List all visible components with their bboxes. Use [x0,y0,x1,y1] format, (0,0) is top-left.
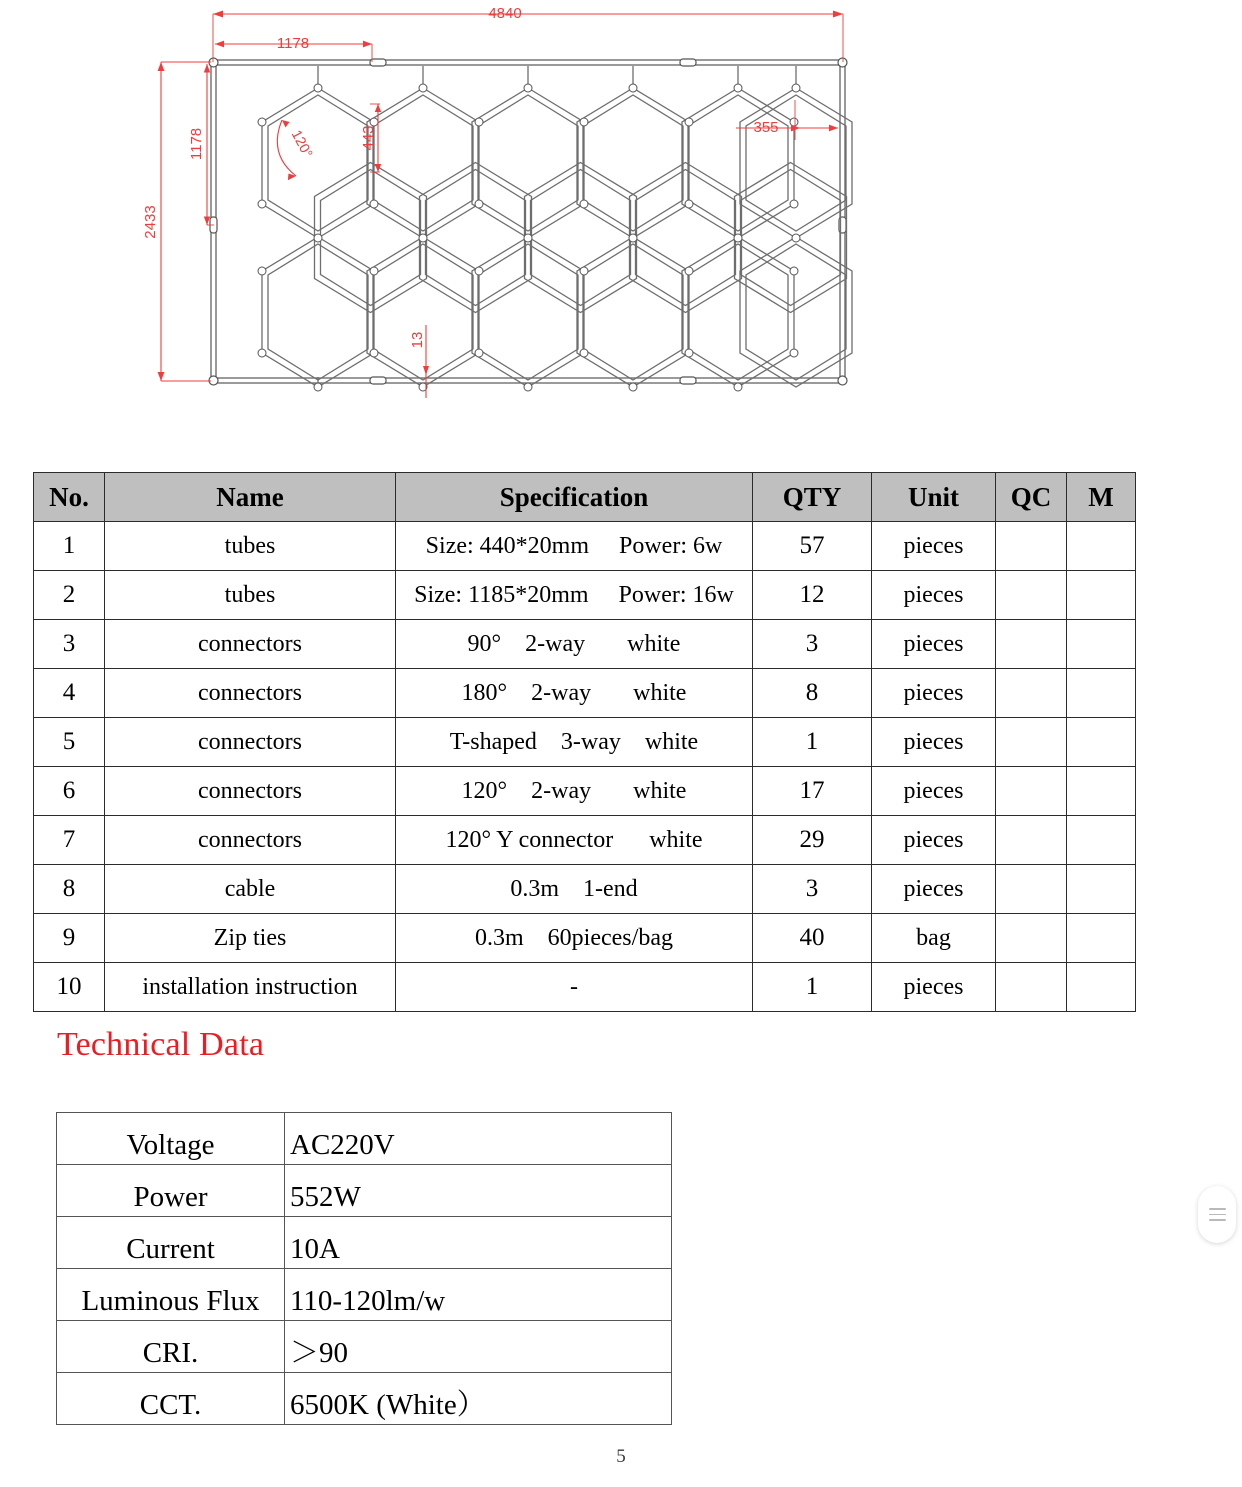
cell-name: connectors [105,767,396,816]
technical-data-table [56,1112,672,1425]
cell-specification-text: 0.3m 1-end [510,875,638,902]
cell-name: tubes [105,571,396,620]
cell-specification-text: 0.3m 60pieces/bag [475,924,673,951]
cell-qc [996,767,1067,816]
cell-qty: 8 [753,669,872,718]
cell-no: 4 [34,669,105,718]
cell-name: tubes [105,522,396,571]
table-row [34,816,1136,865]
cell-qty: 57 [753,522,872,571]
cell-qc [996,816,1067,865]
technical-data-value: AC220V [285,1113,672,1165]
technical-data-row [57,1113,672,1165]
cell-no: 3 [34,620,105,669]
honeycomb-grid [262,66,852,387]
table-row [34,620,1136,669]
cell-specification [396,865,753,914]
cell-unit: pieces [872,767,996,816]
cell-qc [996,963,1067,1012]
frame-joints [209,58,847,385]
cell-no: 7 [34,816,105,865]
cell-specification-text: Size: 1185*20mm Power: 16w [414,581,734,608]
dim-label-tube-short: 443 [360,125,377,151]
technical-data-value: 10A [285,1217,672,1269]
cell-specification-text: 180° 2-way white [461,679,687,706]
technical-data-label: CCT. [57,1373,285,1425]
cell-specification [396,767,753,816]
technical-data-table-container [56,1112,666,1425]
technical-data-label: Luminous Flux [57,1269,285,1321]
table-row [34,522,1136,571]
cell-m [1067,718,1136,767]
cell-qc [996,865,1067,914]
column-header-no: No. [34,473,105,522]
technical-data-label: Power [57,1165,285,1217]
table-row [34,571,1136,620]
dim-label-gap: 13 [409,331,426,349]
technical-data-value: 552W [285,1165,672,1217]
cell-unit: pieces [872,816,996,865]
cell-no: 8 [34,865,105,914]
cell-specification-text: T-shaped 3-way white [449,728,699,755]
cell-unit: pieces [872,718,996,767]
technical-data-heading: Technical Data [57,1026,265,1063]
technical-data-row [57,1373,672,1425]
floating-menu-button[interactable] [1198,1186,1236,1243]
cell-unit: pieces [872,522,996,571]
cell-specification [396,522,753,571]
dim-label-inner-width: 1178 [276,35,310,52]
technical-data-value: 6500K (White） [285,1373,672,1425]
cell-m [1067,963,1136,1012]
technical-data-label: CRI. [57,1321,285,1373]
table-row [34,718,1136,767]
cell-qc [996,718,1067,767]
cell-m [1067,816,1136,865]
cell-m [1067,571,1136,620]
cell-no: 6 [34,767,105,816]
cell-m [1067,620,1136,669]
dim-label-edge-offset: 355 [753,119,779,136]
frame-outline [211,60,845,383]
cell-qty: 3 [753,865,872,914]
column-header-qc: QC [996,473,1067,522]
cell-specification [396,620,753,669]
technical-data-row [57,1217,672,1269]
technical-data-label: Current [57,1217,285,1269]
cell-no: 10 [34,963,105,1012]
cell-m [1067,914,1136,963]
cell-specification [396,963,753,1012]
technical-data-label: Voltage [57,1113,285,1165]
technical-data-row [57,1269,672,1321]
cell-specification [396,718,753,767]
cell-unit: pieces [872,963,996,1012]
cell-qty: 12 [753,571,872,620]
cell-qty: 1 [753,718,872,767]
cell-name: connectors [105,620,396,669]
cell-name: Zip ties [105,914,396,963]
column-header-specification: Specification [396,473,753,522]
cell-name: connectors [105,718,396,767]
cell-no: 2 [34,571,105,620]
cell-qc [996,571,1067,620]
cell-m [1067,522,1136,571]
cell-qty: 29 [753,816,872,865]
dim-label-overall-width: 4840 [488,5,522,22]
table-row [34,669,1136,718]
cell-specification [396,571,753,620]
cell-specification-text: 120° 2-way white [461,777,687,804]
cell-no: 1 [34,522,105,571]
table-row [34,963,1136,1012]
cell-unit: pieces [872,669,996,718]
table-row [34,865,1136,914]
technical-data-value: ＞90 [285,1321,672,1373]
cell-name: connectors [105,816,396,865]
column-header-qty: QTY [753,473,872,522]
column-header-name: Name [105,473,396,522]
parts-table-header-row [34,473,1136,522]
technical-drawing [0,0,1242,430]
cell-m [1067,767,1136,816]
page-number: 5 [616,1446,626,1467]
cell-qc [996,669,1067,718]
table-row [34,914,1136,963]
cell-qc [996,620,1067,669]
cell-specification [396,669,753,718]
grid-joints [258,84,800,391]
cell-specification [396,914,753,963]
cell-name: installation instruction [105,963,396,1012]
cell-unit: bag [872,914,996,963]
cell-name: connectors [105,669,396,718]
column-header-unit: Unit [872,473,996,522]
cell-specification [396,816,753,865]
technical-data-value: 110-120lm/w [285,1269,672,1321]
cell-qty: 1 [753,963,872,1012]
cell-specification-text: - [570,973,578,1000]
cell-qty: 3 [753,620,872,669]
dim-label-inner-height: 1178 [188,127,205,161]
column-header-m: M [1067,473,1136,522]
cell-qc [996,522,1067,571]
table-row [34,767,1136,816]
cell-no: 9 [34,914,105,963]
hexagon-grid-drawing-svg [0,0,1242,430]
cell-qty: 40 [753,914,872,963]
cell-name: cable [105,865,396,914]
cell-unit: pieces [872,865,996,914]
parts-list-table-container [33,472,1135,1012]
cell-qty: 17 [753,767,872,816]
cell-specification-text: 90° 2-way white [467,630,681,657]
cell-specification-text: Size: 440*20mm Power: 6w [425,532,723,559]
parts-list-table [33,472,1136,1012]
hamburger-menu-icon [1209,1208,1226,1221]
cell-qc [996,914,1067,963]
dim-label-angle: 120° [288,127,317,161]
cell-unit: pieces [872,571,996,620]
technical-data-row [57,1321,672,1373]
cell-no: 5 [34,718,105,767]
cell-m [1067,865,1136,914]
cell-unit: pieces [872,620,996,669]
technical-data-row [57,1165,672,1217]
dim-label-overall-height: 2433 [142,205,159,239]
cell-specification-text: 120° Y connector white [445,826,703,853]
cell-m [1067,669,1136,718]
